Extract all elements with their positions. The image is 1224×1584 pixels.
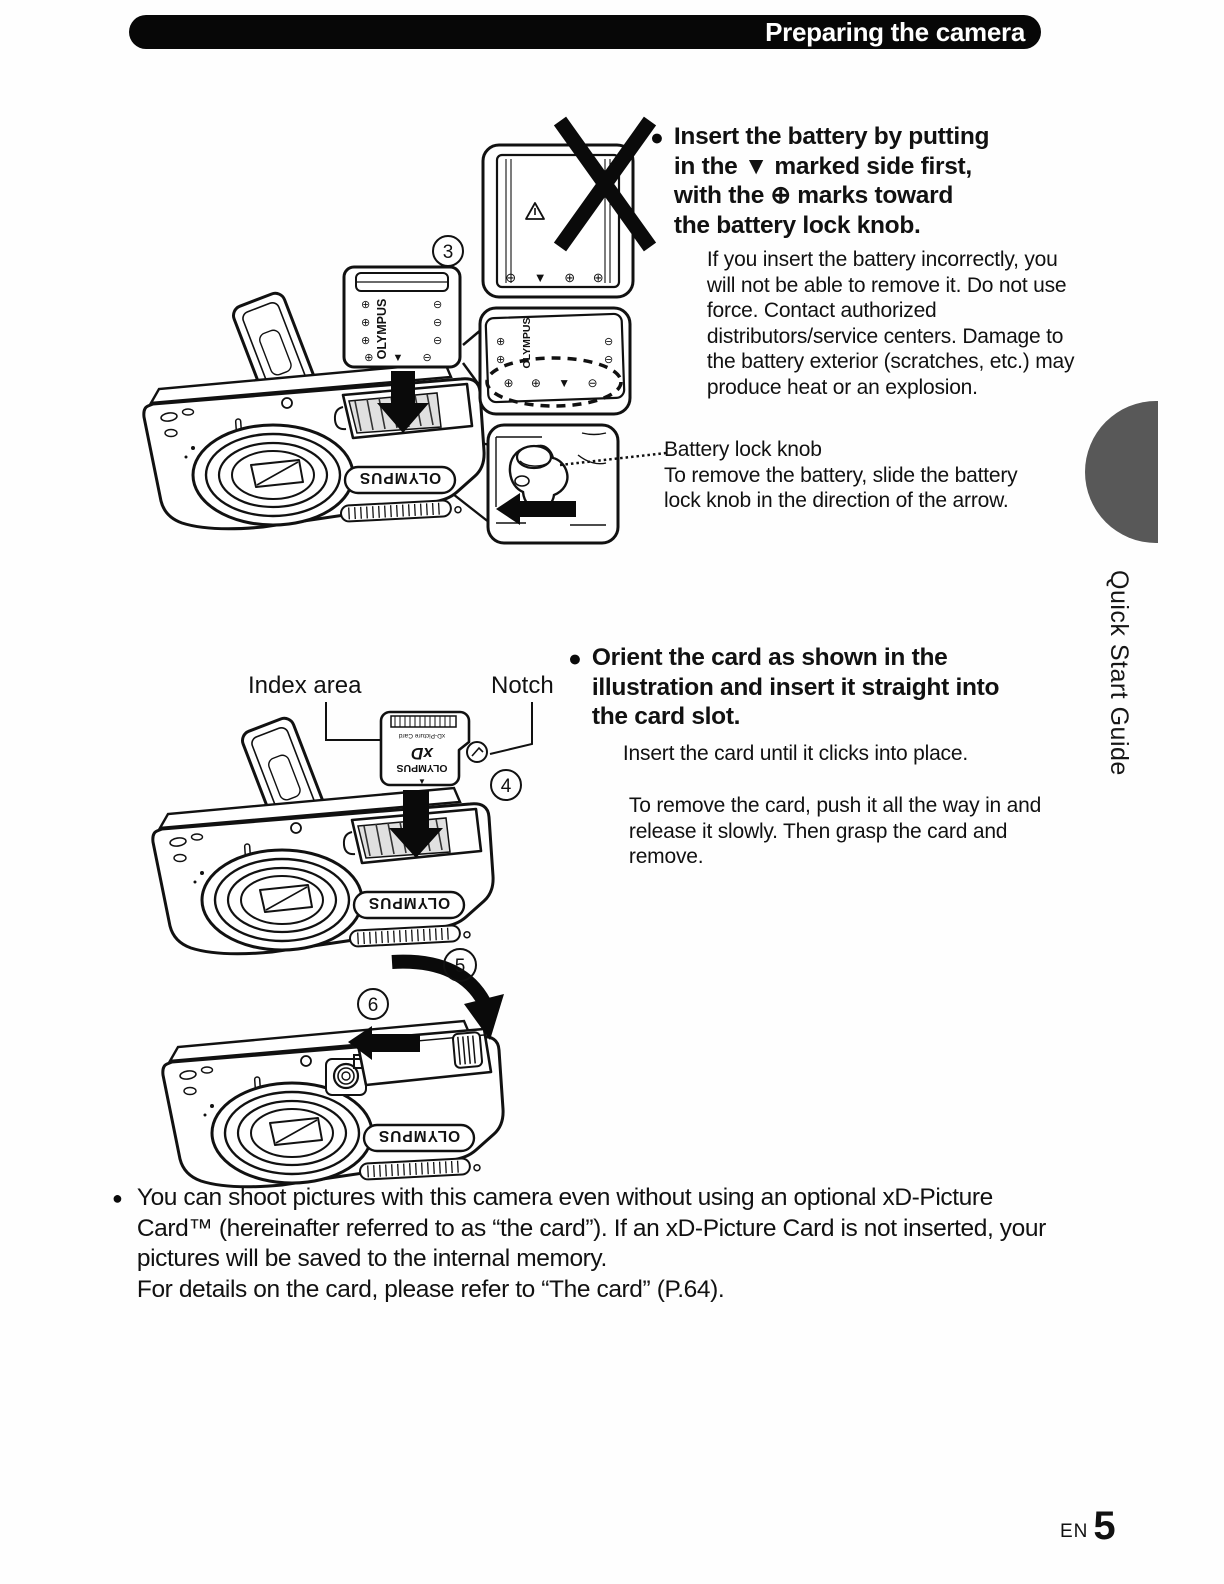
- page-number: 5: [1093, 1504, 1116, 1548]
- notch-label: Notch: [491, 672, 554, 699]
- step-number: 4: [500, 776, 512, 797]
- chapter-thumb-tab: [1085, 401, 1158, 543]
- battery-mark: ⊕: [361, 317, 371, 329]
- index-area-label: Index area: [248, 672, 362, 699]
- lock-knob-callout: [664, 437, 1046, 514]
- battery-heading-line: with the ⊕ marks toward: [673, 182, 954, 209]
- battery-heading-line: Insert the battery by putting: [673, 123, 990, 150]
- battery-mark: ⊖: [433, 317, 443, 329]
- xd-card: [381, 712, 487, 786]
- battery-mark: ⊖: [604, 354, 614, 366]
- leader-line: [490, 702, 532, 754]
- bullet-icon: ●: [112, 1188, 123, 1208]
- step-number: 6: [367, 995, 379, 1016]
- battery-mark-row: ⊕ ⊕ ▼ ⊖: [503, 376, 605, 390]
- card-remove-text: To remove the card, push it all the way in and release it slowly. Then grasp the card and remove.: [628, 794, 1042, 868]
- battery-heading-line: the battery lock knob.: [673, 211, 921, 239]
- inset-correct-orientation: [480, 308, 630, 414]
- card-insert-illustration: [150, 648, 570, 983]
- inset-lock-knob: [488, 425, 618, 543]
- note-paragraph: You can shoot pictures with this camera even without using an optional xD-Picture Card™ (hereinafter referred to as “the card”). If an xD-Picture Card is not inserted, your pictures will be saved to the internal memory.: [136, 1184, 1046, 1272]
- battery-section-text: [650, 122, 1075, 400]
- step-number: 3: [442, 242, 454, 263]
- bullet-icon: ●: [568, 645, 582, 671]
- quick-start-guide-label: Quick Start Guide: [1105, 570, 1133, 776]
- page-title: Preparing the camera: [765, 16, 1025, 47]
- card-body-text: Insert the card until it clicks into place.: [622, 741, 968, 765]
- step-number: 5: [454, 956, 466, 977]
- card-section-text: [568, 643, 1056, 870]
- battery-mark: ⊖: [433, 335, 443, 347]
- card-heading-line: the card slot.: [591, 703, 741, 730]
- lock-knob-body: To remove the battery, slide the battery lock knob in the direction of the arrow.: [664, 463, 1018, 512]
- lock-knob-label: Battery lock knob: [664, 438, 822, 461]
- step-4-badge: [491, 770, 521, 800]
- battery-insert-illustration: [130, 95, 670, 555]
- card-small-label: xD-Picture Card: [398, 732, 446, 739]
- language-code: EN: [1060, 1521, 1089, 1542]
- battery-olympus-label: OLYMPUS: [375, 298, 389, 360]
- step-6-badge: [358, 989, 388, 1019]
- memory-note: [112, 1183, 1072, 1305]
- battery-mark-row: ⊕ ▼ ⊖: [364, 352, 440, 364]
- battery-mark: ⊕: [496, 336, 506, 348]
- card-olympus-label: OLYMPUS: [396, 762, 448, 774]
- battery-mark: ⊖: [433, 299, 443, 311]
- battery-mark: ⊖: [604, 336, 614, 348]
- card-heading-line: illustration and insert it straight into: [591, 673, 1000, 701]
- battery-heading-line: in the ▼ marked side first,: [673, 152, 972, 180]
- battery-mark-row: ⊖ ▼ ⊕ ⊕: [505, 270, 611, 285]
- battery: [344, 267, 460, 367]
- page-footer: [1060, 1506, 1116, 1546]
- section-header-bar: [129, 15, 1041, 49]
- note-reference: For details on the card, please refer to “The card” (P.64).: [136, 1275, 725, 1303]
- notch-highlight: [467, 742, 487, 762]
- battery-mark: ⊕: [361, 335, 371, 347]
- close-cover-illustration: [130, 940, 550, 1195]
- curved-arrow-icon: [392, 962, 484, 1002]
- battery-mark: ⊕: [361, 299, 371, 311]
- bullet-icon: ●: [650, 124, 664, 150]
- card-heading-line: Orient the card as shown in the: [591, 644, 948, 671]
- battery-mark: ⊕: [496, 354, 506, 366]
- battery-olympus-label: OLYMPUS: [521, 317, 533, 369]
- step-3-badge: [433, 236, 463, 266]
- inset-wrong-orientation: [483, 121, 650, 297]
- card-direction-mark: ▼: [418, 777, 426, 786]
- card-logo: xD: [411, 744, 433, 763]
- battery-body-text: If you insert the battery incorrectly, you will not be able to remove it. Do not use force. Contact authorized distributors/service centers. Damage to the battery exterior (scratches, etc.) may produce heat or an explosion.: [706, 248, 1075, 399]
